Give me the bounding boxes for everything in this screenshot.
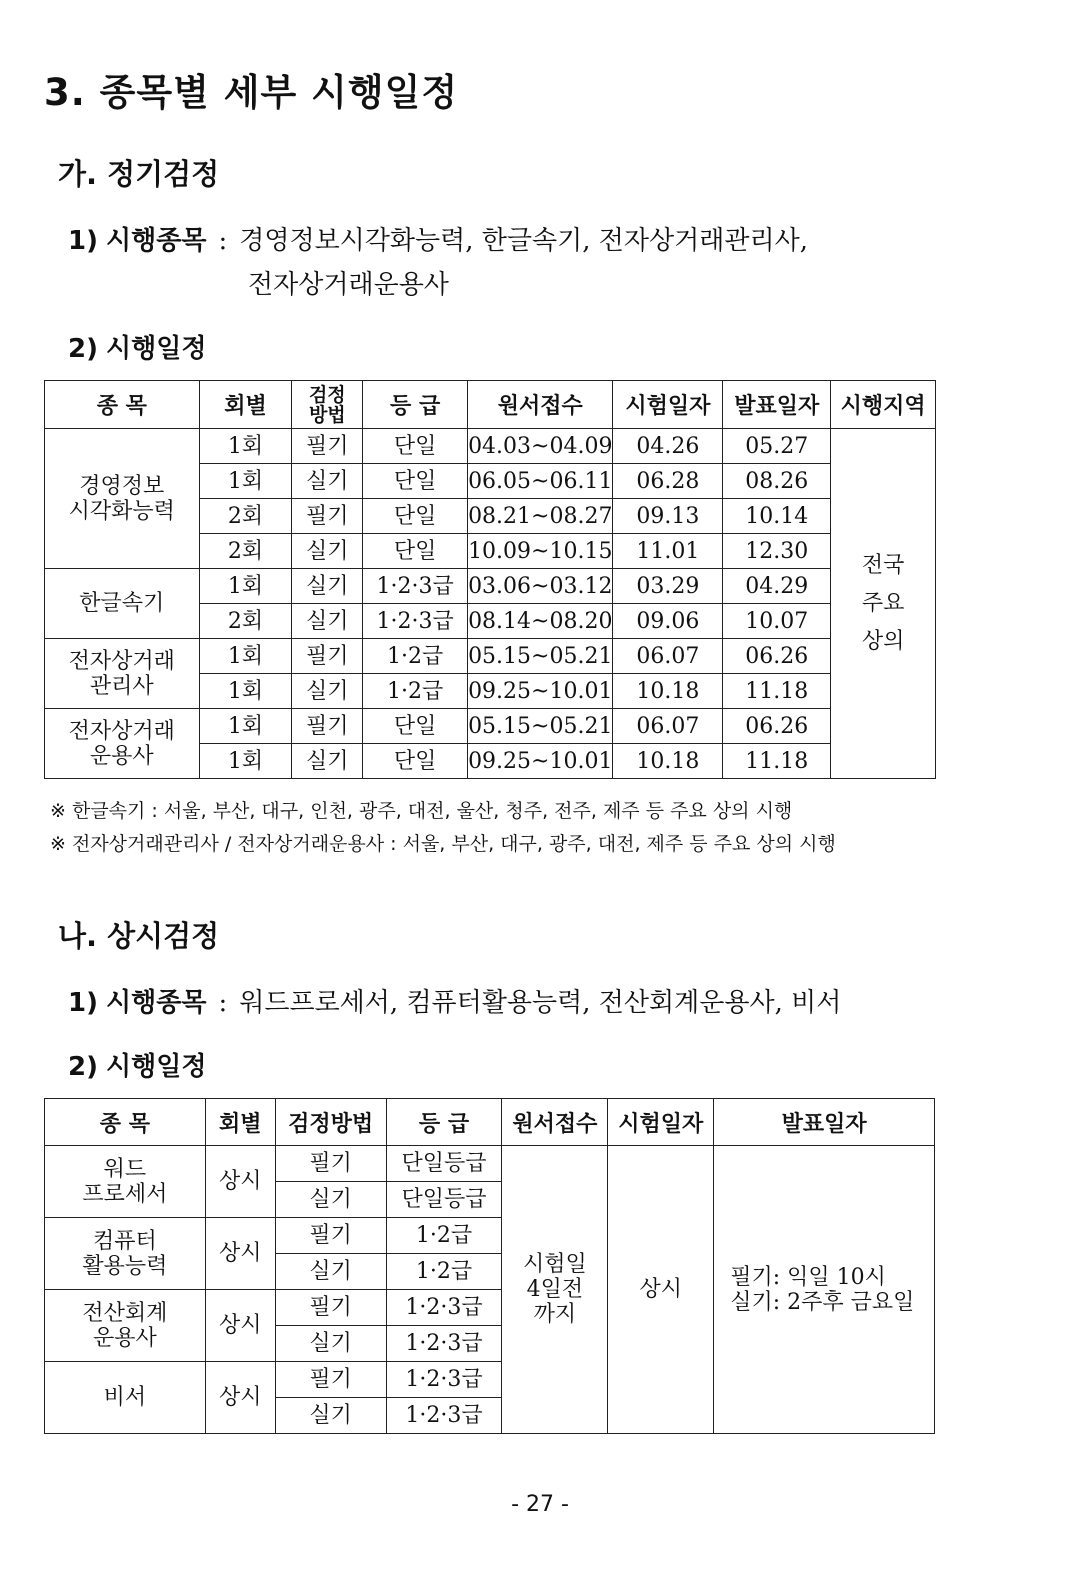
header-method: 검정방법	[275, 1099, 386, 1146]
grade-cell: 단일	[363, 709, 468, 744]
header-subject: 종 목	[45, 381, 200, 429]
section-a-item1-continuation: 전자상거래운용사	[248, 270, 449, 300]
method-cell: 필기	[275, 1218, 386, 1254]
grade-cell: 단일	[363, 429, 468, 464]
table-row	[45, 1146, 935, 1182]
round-cell: 2회	[199, 499, 292, 534]
method-cell: 필기	[292, 429, 363, 464]
table-row	[45, 709, 936, 744]
announce-date-cell: 필기: 익일 10시 실기: 2주후 금요일	[714, 1146, 935, 1434]
application-cell: 05.15~05.21	[468, 639, 613, 674]
method-cell: 필기	[275, 1362, 386, 1398]
announce-date-cell: 06.26	[723, 709, 831, 744]
grade-cell: 단일	[363, 534, 468, 569]
region-cell: 전국 주요 상의	[831, 429, 936, 779]
header-grade: 등 급	[363, 381, 468, 429]
item-number: 2)	[68, 1052, 98, 1082]
item-text: 경영정보시각화능력, 한글속기, 전자상거래관리사,	[239, 226, 808, 256]
application-cell: 시험일 4일전 까지	[502, 1146, 608, 1434]
method-cell: 실기	[275, 1254, 386, 1290]
grade-cell: 1·2급	[363, 674, 468, 709]
application-cell: 09.25~10.01	[468, 674, 613, 709]
method-cell: 실기	[292, 464, 363, 499]
method-cell: 실기	[275, 1398, 386, 1434]
grade-cell: 1·2·3급	[363, 569, 468, 604]
round-cell: 1회	[199, 639, 292, 674]
exam-date-cell: 06.07	[613, 639, 723, 674]
exam-date-cell: 06.07	[613, 709, 723, 744]
subject-cell: 컴퓨터 활용능력	[45, 1218, 206, 1290]
method-cell: 필기	[292, 639, 363, 674]
exam-date-cell: 04.26	[613, 429, 723, 464]
table-row	[45, 639, 936, 674]
grade-cell: 1·2·3급	[386, 1398, 502, 1434]
item-number: 1)	[68, 226, 98, 256]
round-cell: 상시	[205, 1218, 275, 1290]
grade-cell: 1·2급	[363, 639, 468, 674]
announce-date-cell: 10.07	[723, 604, 831, 639]
footnote: ※ 한글속기 : 서울, 부산, 대구, 인천, 광주, 대전, 울산, 청주, 전주, 제주 등 주요 상의 시행	[50, 800, 793, 822]
round-cell: 1회	[199, 709, 292, 744]
header-round: 회별	[205, 1099, 275, 1146]
application-cell: 10.09~10.15	[468, 534, 613, 569]
announce-date-cell: 10.14	[723, 499, 831, 534]
announce-date-cell: 04.29	[723, 569, 831, 604]
subject-cell: 경영정보 시각화능력	[45, 429, 200, 569]
item-text: 워드프로세서, 컴퓨터활용능력, 전산회계운용사, 비서	[239, 988, 842, 1018]
round-cell: 상시	[205, 1362, 275, 1434]
subject-cell: 비서	[45, 1362, 206, 1434]
item-label: 시행일정	[105, 334, 207, 364]
round-cell: 1회	[199, 674, 292, 709]
table-header-row	[45, 1099, 935, 1146]
announce-date-cell: 11.18	[723, 744, 831, 779]
round-cell: 상시	[205, 1290, 275, 1362]
header-round: 회별	[199, 381, 292, 429]
announce-date-cell: 06.26	[723, 639, 831, 674]
continuous-exam-schedule-table	[44, 1098, 935, 1434]
item-label: 시행종목	[105, 226, 207, 256]
method-cell: 필기	[275, 1146, 386, 1182]
header-application: 원서접수	[502, 1099, 608, 1146]
method-cell: 실기	[275, 1326, 386, 1362]
subject-cell: 전산회계 운용사	[45, 1290, 206, 1362]
application-cell: 04.03~04.09	[468, 429, 613, 464]
grade-cell: 단일	[363, 499, 468, 534]
round-cell: 1회	[199, 429, 292, 464]
header-announce-date: 발표일자	[714, 1099, 935, 1146]
method-cell: 실기	[292, 569, 363, 604]
subject-cell: 전자상거래 운용사	[45, 709, 200, 779]
round-cell: 2회	[199, 534, 292, 569]
application-cell: 09.25~10.01	[468, 744, 613, 779]
table-row	[45, 569, 936, 604]
exam-date-cell: 09.06	[613, 604, 723, 639]
page-title: 3. 종목별 세부 시행일정	[44, 71, 459, 114]
announce-date-cell: 11.18	[723, 674, 831, 709]
method-cell: 필기	[275, 1290, 386, 1326]
section-a-heading: 가. 정기검정	[58, 157, 220, 191]
section-b-item2	[68, 1046, 206, 1083]
method-cell: 필기	[292, 709, 363, 744]
exam-date-cell: 상시	[608, 1146, 714, 1434]
subject-cell: 전자상거래 관리사	[45, 639, 200, 709]
announce-date-cell: 08.26	[723, 464, 831, 499]
item-number: 2)	[68, 334, 98, 364]
item-colon: :	[218, 988, 228, 1018]
header-application: 원서접수	[468, 381, 613, 429]
application-cell: 05.15~05.21	[468, 709, 613, 744]
round-cell: 1회	[199, 464, 292, 499]
table-header-row	[45, 381, 936, 429]
header-announce-date: 발표일자	[723, 381, 831, 429]
grade-cell: 1·2·3급	[386, 1290, 502, 1326]
application-cell: 08.14~08.20	[468, 604, 613, 639]
grade-cell: 1·2·3급	[386, 1326, 502, 1362]
exam-date-cell: 11.01	[613, 534, 723, 569]
grade-cell: 1·2·3급	[363, 604, 468, 639]
method-cell: 실기	[292, 744, 363, 779]
page-number: - 27 -	[511, 1492, 569, 1517]
section-a-item2	[68, 328, 206, 365]
method-cell: 필기	[292, 499, 363, 534]
item-label: 시행일정	[105, 1052, 207, 1082]
header-exam-date: 시험일자	[608, 1099, 714, 1146]
header-method: 검정 방법	[292, 381, 363, 429]
header-exam-date: 시험일자	[613, 381, 723, 429]
section-b-item1	[68, 982, 841, 1019]
subject-cell: 워드 프로세서	[45, 1146, 206, 1218]
exam-date-cell: 10.18	[613, 674, 723, 709]
grade-cell: 단일	[363, 744, 468, 779]
exam-date-cell: 06.28	[613, 464, 723, 499]
header-subject: 종 목	[45, 1099, 206, 1146]
application-cell: 03.06~03.12	[468, 569, 613, 604]
grade-cell: 1·2·3급	[386, 1362, 502, 1398]
subject-cell: 한글속기	[45, 569, 200, 639]
round-cell: 2회	[199, 604, 292, 639]
exam-date-cell: 09.13	[613, 499, 723, 534]
exam-date-cell: 03.29	[613, 569, 723, 604]
grade-cell: 1·2급	[386, 1218, 502, 1254]
round-cell: 1회	[199, 744, 292, 779]
item-label: 시행종목	[105, 988, 207, 1018]
section-a-item1	[68, 220, 808, 257]
round-cell: 상시	[205, 1146, 275, 1218]
method-cell: 실기	[292, 604, 363, 639]
footnote: ※ 전자상거래관리사 / 전자상거래운용사 : 서울, 부산, 대구, 광주, 대전, 제주 등 주요 상의 시행	[50, 833, 836, 855]
announce-date-cell: 05.27	[723, 429, 831, 464]
announce-date-cell: 12.30	[723, 534, 831, 569]
header-grade: 등 급	[386, 1099, 502, 1146]
grade-cell: 단일	[363, 464, 468, 499]
method-cell: 실기	[292, 534, 363, 569]
grade-cell: 1·2급	[386, 1254, 502, 1290]
round-cell: 1회	[199, 569, 292, 604]
grade-cell: 단일등급	[386, 1182, 502, 1218]
header-region: 시행지역	[831, 381, 936, 429]
item-colon: :	[218, 226, 228, 256]
section-b-heading: 나. 상시검정	[58, 919, 220, 953]
table-row	[45, 429, 936, 464]
grade-cell: 단일등급	[386, 1146, 502, 1182]
exam-date-cell: 10.18	[613, 744, 723, 779]
method-cell: 실기	[292, 674, 363, 709]
regular-exam-schedule-table	[44, 380, 936, 779]
application-cell: 06.05~06.11	[468, 464, 613, 499]
method-cell: 실기	[275, 1182, 386, 1218]
application-cell: 08.21~08.27	[468, 499, 613, 534]
item-number: 1)	[68, 988, 98, 1018]
